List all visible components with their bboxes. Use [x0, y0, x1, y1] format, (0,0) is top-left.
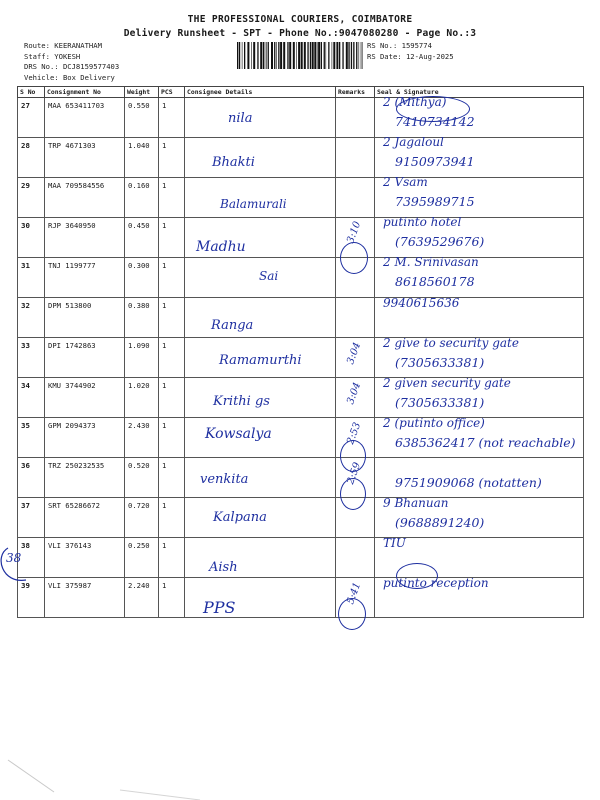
vehicle-text: Vehicle: Box Delivery [24, 72, 115, 82]
weight-cell: 0.520 [125, 458, 159, 498]
pcs-cell: 1 [159, 98, 185, 138]
pcs-cell: 1 [159, 458, 185, 498]
runsheet-subtitle: Delivery Runsheet - SPT - Phone No.:9047080280 - Page No.:3 [123, 28, 477, 39]
pcs-cell: 1 [159, 218, 185, 258]
consignee-handwriting: venkita [200, 471, 249, 487]
consignee-handwriting: Aish [209, 560, 238, 576]
weight-cell: 0.550 [125, 98, 159, 138]
pcs-cell: 1 [159, 538, 185, 578]
signature-line-1: 2 given security gate [383, 375, 511, 390]
weight-cell: 0.250 [125, 538, 159, 578]
consignee-handwriting: Krithi gs [213, 393, 270, 409]
signature-line-2: (9688891240) [395, 515, 485, 530]
signature-line-1: 2 (Mithya) [383, 95, 447, 109]
col-header-consignment: Consignment No [45, 87, 125, 98]
remark-time-handwriting: 3:04 [345, 380, 364, 406]
pen-circle [338, 598, 366, 630]
consignment-number-cell: DPI 1742863 [45, 338, 125, 378]
pcs-cell: 1 [159, 378, 185, 418]
col-header-sno: S No [18, 87, 45, 98]
signature-line-2: (7305633381) [395, 354, 485, 370]
col-header-weight: Weight [125, 87, 159, 98]
weight-cell: 2.240 [125, 578, 159, 618]
signature-line-1: 2 M. Srinivasan [383, 255, 479, 270]
sno-cell: 27 [18, 98, 45, 138]
pen-circle [340, 478, 366, 510]
weight-cell: 0.160 [125, 178, 159, 218]
route-text: Route: KEERANATHAM [24, 41, 102, 50]
weight-cell: 0.380 [125, 298, 159, 338]
sno-cell: 36 [18, 458, 45, 498]
consignee-handwriting: PPS [203, 598, 236, 618]
consignment-number-cell: TNJ 1199777 [45, 258, 125, 298]
pcs-cell: 1 [159, 298, 185, 338]
consignment-number-cell: RJP 3640950 [45, 218, 125, 258]
signature-line-1: 9 Bhanuan [383, 496, 449, 510]
weight-cell: 0.720 [125, 498, 159, 538]
signature-line-1: TIU [383, 536, 406, 551]
paper-fold-line [8, 760, 54, 792]
signature-line-1: 9940615636 [383, 295, 460, 310]
signature-line-1: putinto hotel [383, 215, 462, 230]
sno-cell: 39 [18, 578, 45, 618]
pen-circle [396, 563, 438, 589]
weight-cell: 0.300 [125, 258, 159, 298]
sno-cell: 34 [18, 378, 45, 418]
col-header-signature: Seal & Signature [375, 87, 584, 98]
consignment-number-cell: GPM 2094373 [45, 418, 125, 458]
signature-line-2: 7395989715 [395, 194, 475, 210]
consignee-handwriting: Madhu [196, 239, 246, 256]
sno-cell: 29 [18, 178, 45, 218]
consignee-handwriting: Kalpana [213, 510, 267, 525]
remark-time-handwriting: 3:10 [345, 220, 364, 246]
company-title: THE PROFESSIONAL COURIERS, COIMBATORE [187, 14, 413, 25]
col-header-pcs: PCS [159, 87, 185, 98]
consignment-number-cell: DPM 513800 [45, 298, 125, 338]
signature-line-1: 2 give to security gate [383, 335, 519, 350]
pen-circle [340, 440, 366, 472]
consignment-number-cell: MAA 709584556 [45, 178, 125, 218]
pcs-cell: 1 [159, 138, 185, 178]
consignee-handwriting: nila [228, 111, 253, 126]
rs-date-text: RS Date: 12-Aug-2025 [367, 51, 454, 61]
sno-cell: 28 [18, 138, 45, 178]
remark-time-handwriting: 3:04 [345, 340, 364, 366]
remark-time-handwriting: 2:53 [345, 420, 364, 446]
drs-number-text: DRS No.: DCJ8159577403 [24, 62, 120, 71]
pcs-cell: 1 [159, 418, 185, 458]
consignee-handwriting: Bhakti [212, 155, 255, 171]
sno-cell: 33 [18, 338, 45, 378]
remark-time-handwriting: 5:41 [345, 581, 364, 607]
sno-cell: 31 [18, 258, 45, 298]
signature-line-2: 9751909068 (notatten) [395, 474, 542, 490]
pen-circle [396, 96, 470, 122]
consignment-number-cell: SRT 65286672 [45, 498, 125, 538]
signature-line-2: 9150973941 [395, 154, 475, 170]
consignment-number-cell: TRP 4671303 [45, 138, 125, 178]
consignee-handwriting: Ranga [211, 317, 254, 333]
sno-cell: 37 [18, 498, 45, 538]
weight-cell: 1.020 [125, 378, 159, 418]
signature-line-1: 2 Jagaloul [383, 135, 444, 150]
remark-time-handwriting: 2:59 [345, 460, 364, 486]
consignee-handwriting: Sai [259, 269, 279, 284]
pcs-cell: 1 [159, 258, 185, 298]
signature-line-2: 7410734142 [395, 114, 475, 129]
weight-cell: 1.090 [125, 338, 159, 378]
col-header-consignee: Consignee Details [185, 87, 336, 98]
signature-line-2: 8618560178 [395, 274, 475, 290]
consignee-handwriting: Kowsalya [205, 425, 272, 442]
consignee-handwriting: Balamurali [220, 197, 287, 212]
signature-line-1: 2 (putinto office) [383, 415, 485, 430]
staff-text: Staff: YOKESH [24, 51, 81, 61]
signature-line-2: (7305633381) [395, 394, 485, 410]
pcs-cell: 1 [159, 578, 185, 618]
pcs-cell: 1 [159, 498, 185, 538]
margin-handwritten-number: 38 [6, 551, 22, 565]
rs-number-text: RS No.: 1595774 [367, 41, 432, 50]
pen-circle [340, 242, 368, 274]
signature-line-2: 6385362417 (not reachable) [395, 434, 576, 450]
consignment-number-cell: TRZ 250232535 [45, 458, 125, 498]
signature-line-2: (7639529676) [395, 234, 485, 250]
weight-cell: 1.040 [125, 138, 159, 178]
consignment-number-cell: KMU 3744902 [45, 378, 125, 418]
weight-cell: 0.450 [125, 218, 159, 258]
signature-line-1: 2 Vsam [383, 175, 428, 190]
signature-line-1: putinto reception [383, 576, 489, 591]
weight-cell: 2.430 [125, 418, 159, 458]
consignment-number-cell: VLI 376143 [45, 538, 125, 578]
sno-cell: 38 [18, 538, 45, 578]
paper-fold-line-2 [120, 790, 200, 800]
pcs-cell: 1 [159, 178, 185, 218]
consignment-number-cell: MAA 653411703 [45, 98, 125, 138]
consignee-handwriting: Ramamurthi [219, 352, 302, 368]
sno-cell: 30 [18, 218, 45, 258]
sno-cell: 35 [18, 418, 45, 458]
consignment-number-cell: VLI 375987 [45, 578, 125, 618]
sno-cell: 32 [18, 298, 45, 338]
pcs-cell: 1 [159, 338, 185, 378]
col-header-remarks: Remarks [336, 87, 375, 98]
